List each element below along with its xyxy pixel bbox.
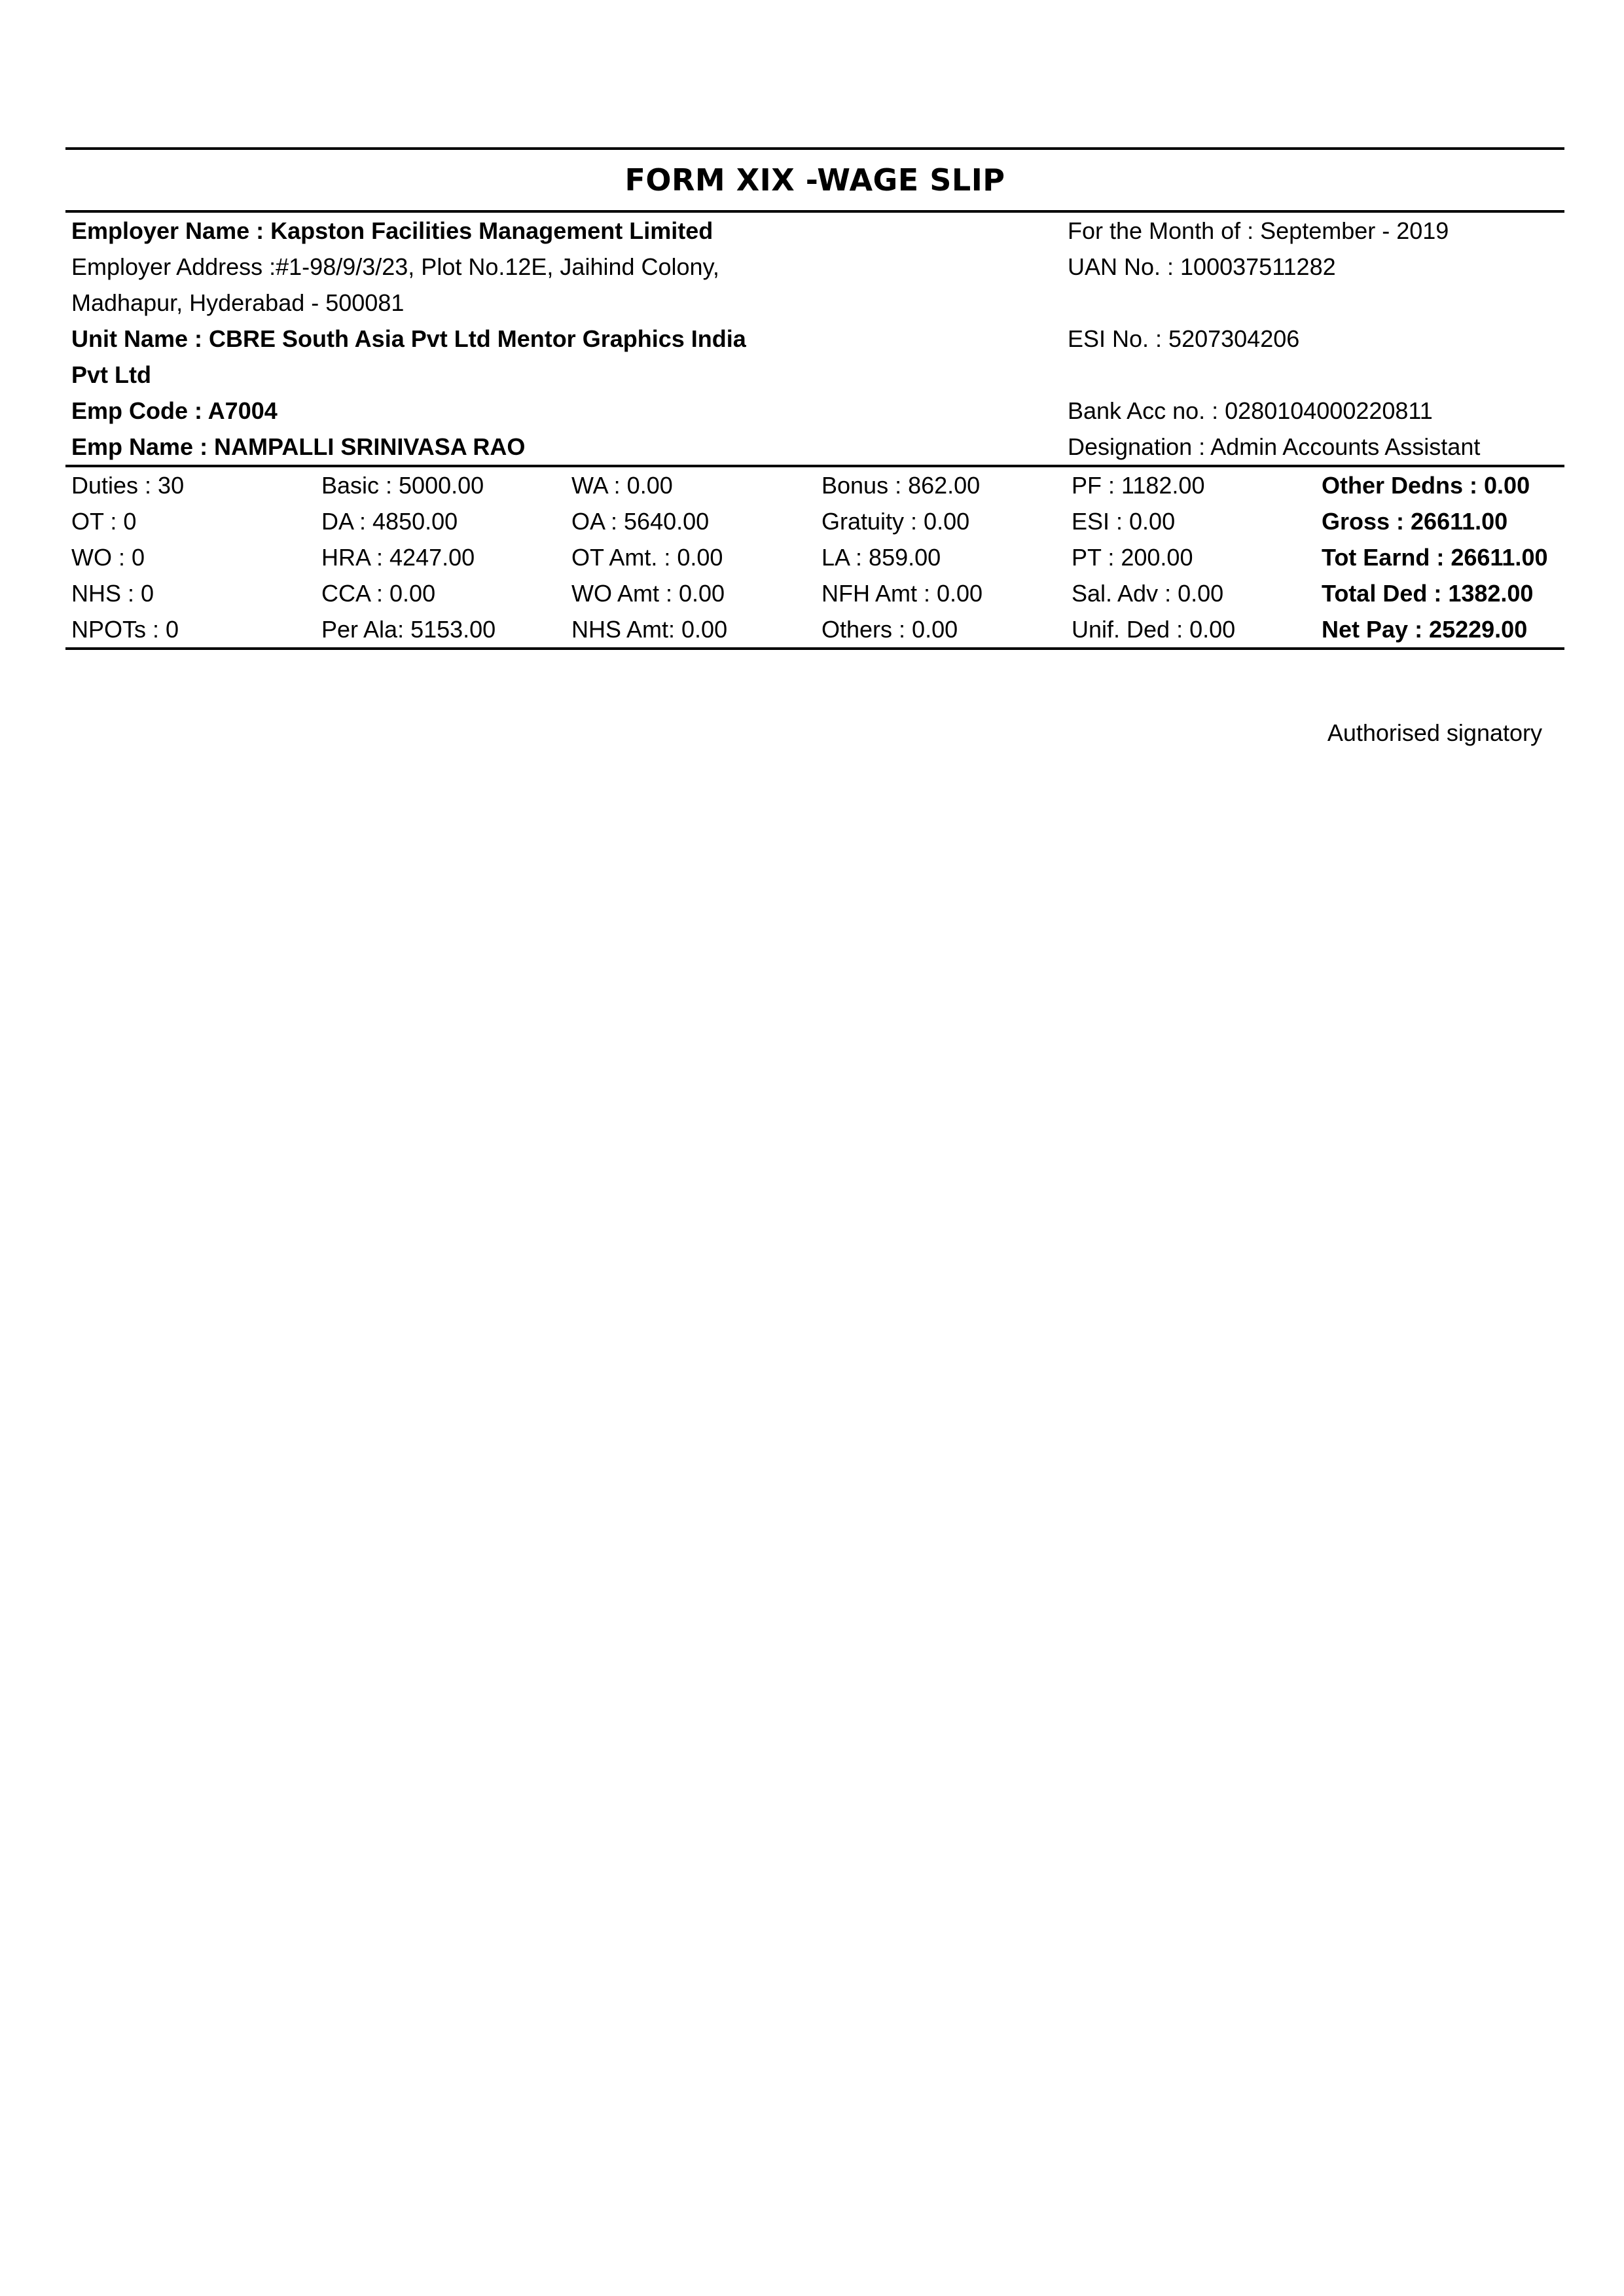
wage-cell: OA : 5640.00 [571,508,710,535]
wage-cell: WA : 0.00 [571,472,673,499]
wage-row [65,611,1564,647]
employer-address-line1: Employer Address :#1-98/9/3/23, Plot No.12E, Jaihind Colony, [71,253,719,280]
wage-cell: Sal. Adv : 0.00 [1072,580,1224,607]
wage-cell: LA : 859.00 [821,544,941,571]
employer-address-line2: Madhapur, Hyderabad - 500081 [71,289,405,316]
wage-cell: NHS : 0 [71,580,154,607]
wage-cell: WO Amt : 0.00 [571,580,725,607]
wage-cell: Bonus : 862.00 [821,472,981,499]
employer-name: Employer Name : Kapston Facilities Management Limited [71,217,713,244]
wage-cell: Basic : 5000.00 [321,472,484,499]
wage-cell: ESI : 0.00 [1072,508,1176,535]
unit-name-line2: Pvt Ltd [71,361,151,388]
wage-cell: NHS Amt: 0.00 [571,616,728,643]
wage-slip [65,147,1564,650]
wage-cell: CCA : 0.00 [321,580,436,607]
header-block [65,213,1564,467]
wage-cell: Duties : 30 [71,472,185,499]
wage-cell: NPOTs : 0 [71,616,179,643]
wage-cell: Others : 0.00 [821,616,958,643]
authorised-signatory: Authorised signatory [1327,719,1542,746]
designation: Designation : Admin Accounts Assistant [1068,433,1481,460]
wage-cell: NFH Amt : 0.00 [821,580,983,607]
uan-number: UAN No. : 100037511282 [1068,253,1336,280]
esi-number: ESI No. : 5207304206 [1068,325,1300,352]
bank-account: Bank Acc no. : 0280104000220811 [1068,397,1433,424]
emp-code: Emp Code : A7004 [71,397,278,424]
wage-cell: PF : 1182.00 [1072,472,1205,499]
wage-total-cell: Gross : 26611.00 [1322,508,1508,535]
wage-row [65,539,1564,575]
wage-cell: DA : 4850.00 [321,508,458,535]
wage-total-cell: Net Pay : 25229.00 [1322,616,1528,643]
wage-row [65,467,1564,503]
wage-cell: Per Ala: 5153.00 [321,616,496,643]
form-title: FORM XIX -WAGE SLIP [65,150,1564,213]
wage-total-cell: Tot Earnd : 26611.00 [1322,544,1548,571]
unit-name-line1: Unit Name : CBRE South Asia Pvt Ltd Mentor Graphics India [71,325,746,352]
wage-cell: Gratuity : 0.00 [821,508,970,535]
wage-grid [65,467,1564,650]
wage-cell: HRA : 4247.00 [321,544,475,571]
wage-total-cell: Other Dedns : 0.00 [1322,472,1530,499]
emp-name: Emp Name : NAMPALLI SRINIVASA RAO [71,433,526,460]
wage-total-cell: Total Ded : 1382.00 [1322,580,1534,607]
wage-row [65,503,1564,539]
wage-cell: PT : 200.00 [1072,544,1193,571]
wage-cell: OT Amt. : 0.00 [571,544,723,571]
pay-month: For the Month of : September - 2019 [1068,217,1449,244]
wage-cell: Unif. Ded : 0.00 [1072,616,1236,643]
wage-row [65,575,1564,611]
wage-cell: OT : 0 [71,508,137,535]
wage-cell: WO : 0 [71,544,145,571]
